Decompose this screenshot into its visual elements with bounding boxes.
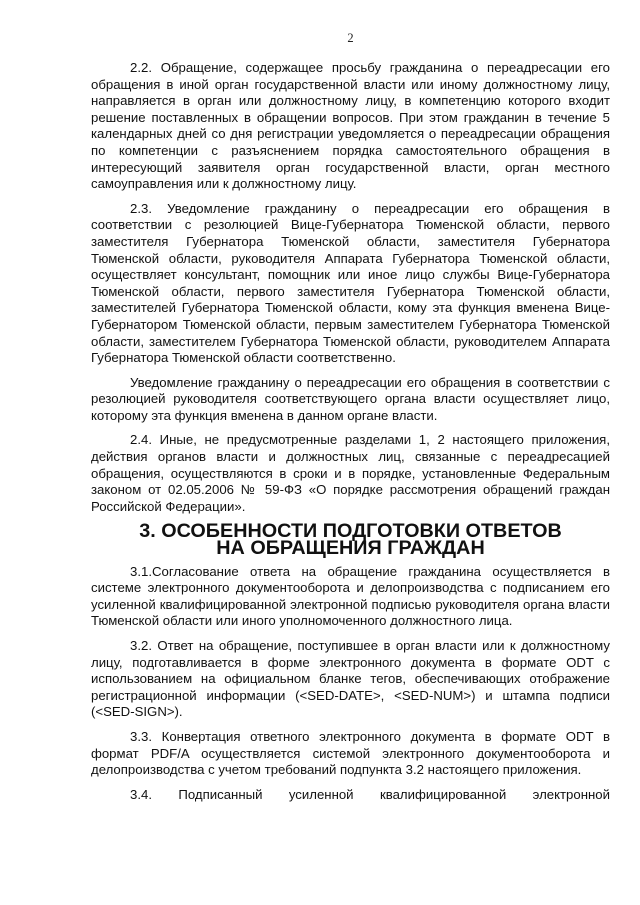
section-heading-line-1: 3. ОСОБЕННОСТИ ПОДГОТОВКИ ОТВЕТОВ [139,520,562,543]
section-heading-line-2: НА ОБРАЩЕНИЯ ГРАЖДАН [216,537,485,560]
paragraph-2-2: 2.2. Обращение, содержащее просьбу гражданина о переадресации его обращения в иной орган государственной власти или иному должностному лицу, направляется в орган или должностному лицу, в компетенцию которого входит решение поставленных в обращении вопросов. При этом гражданин в течение 5 календарных дней со дня регистрации уведомляется о переадресации обращения по компетенции с разъяснением порядка самостоятельного обращения в интересующий заявителя орган государственной власти, орган местного самоуправления или к должностному лицу. [91,60,610,192]
paragraph-3-3: 3.3. Конвертация ответного электронного документа в формате ODT в формат PDF/A осуществляется системой электронного документооборота и делопроизводства с учетом требований подпункта 3.2 настоящего приложения. [91,728,610,778]
paragraph-notification: Уведомление гражданину о переадресации его обращения в соответствии с резолюцией руководителя соответствующего органа власти осуществляет лицо, которому эта функция вменена в данном органе власти. [91,374,610,423]
page-number: 2 [347,31,354,45]
paragraph-2-4: 2.4. Иные, не предусмотренные разделами 1, 2 настоящего приложения, действия органов власти и должностных лиц, связанные с переадресацией обращения, осуществляются в сроки и в порядке, установленные Федеральным законом от 02.05.2006 № 59-ФЗ «О порядке рассмотрения обращений граждан Российской Федерации». [91,432,610,514]
paragraph-3-4: 3.4. Подписанный усиленной квалифицированной электронной [130,786,610,802]
document-body [91,60,610,811]
section-heading [91,520,610,560]
paragraph-2-3: 2.3. Уведомление гражданину о переадресации его обращения в соответствии с резолюцией Вице-Губернатора Тюменской области, первого заместителя Губернатора Тюменской области, заместителя Губернатора Тюменской области, руководителя Аппарата Губернатора Тюменской области, осуществляет консультант, помощник или иное лицо службы Вице-Губернатора Тюменской области, первого заместителя Губернатора Тюменской области, заместителей Губернатора Тюменской области, кому эта функция вменена Вице-Губернатором Тюменской области, первым заместителем Губернатора Тюменской области, заместителем Губернатора Тюменской области, руководителем Аппарата Губернатора Тюменской области соответственно. [91,200,610,366]
paragraph-3-2: 3.2. Ответ на обращение, поступившее в орган власти или к должностному лицу, подготавливается в форме электронного документа в формате ODT с использованием на официальном бланке тегов, обеспечивающих отображение регистрационной информации (<SED-DATE>, <SED-NUM>) и штампа подписи (<SED-SIGN>). [91,638,610,720]
paragraph-3-1: 3.1.Согласование ответа на обращение гражданина осуществляется в системе электронного документооборота и делопроизводства с подписанием его усиленной квалифицированной электронной подписью руководителя органа власти Тюменской области или иного уполномоченного должностного лица. [91,563,610,629]
